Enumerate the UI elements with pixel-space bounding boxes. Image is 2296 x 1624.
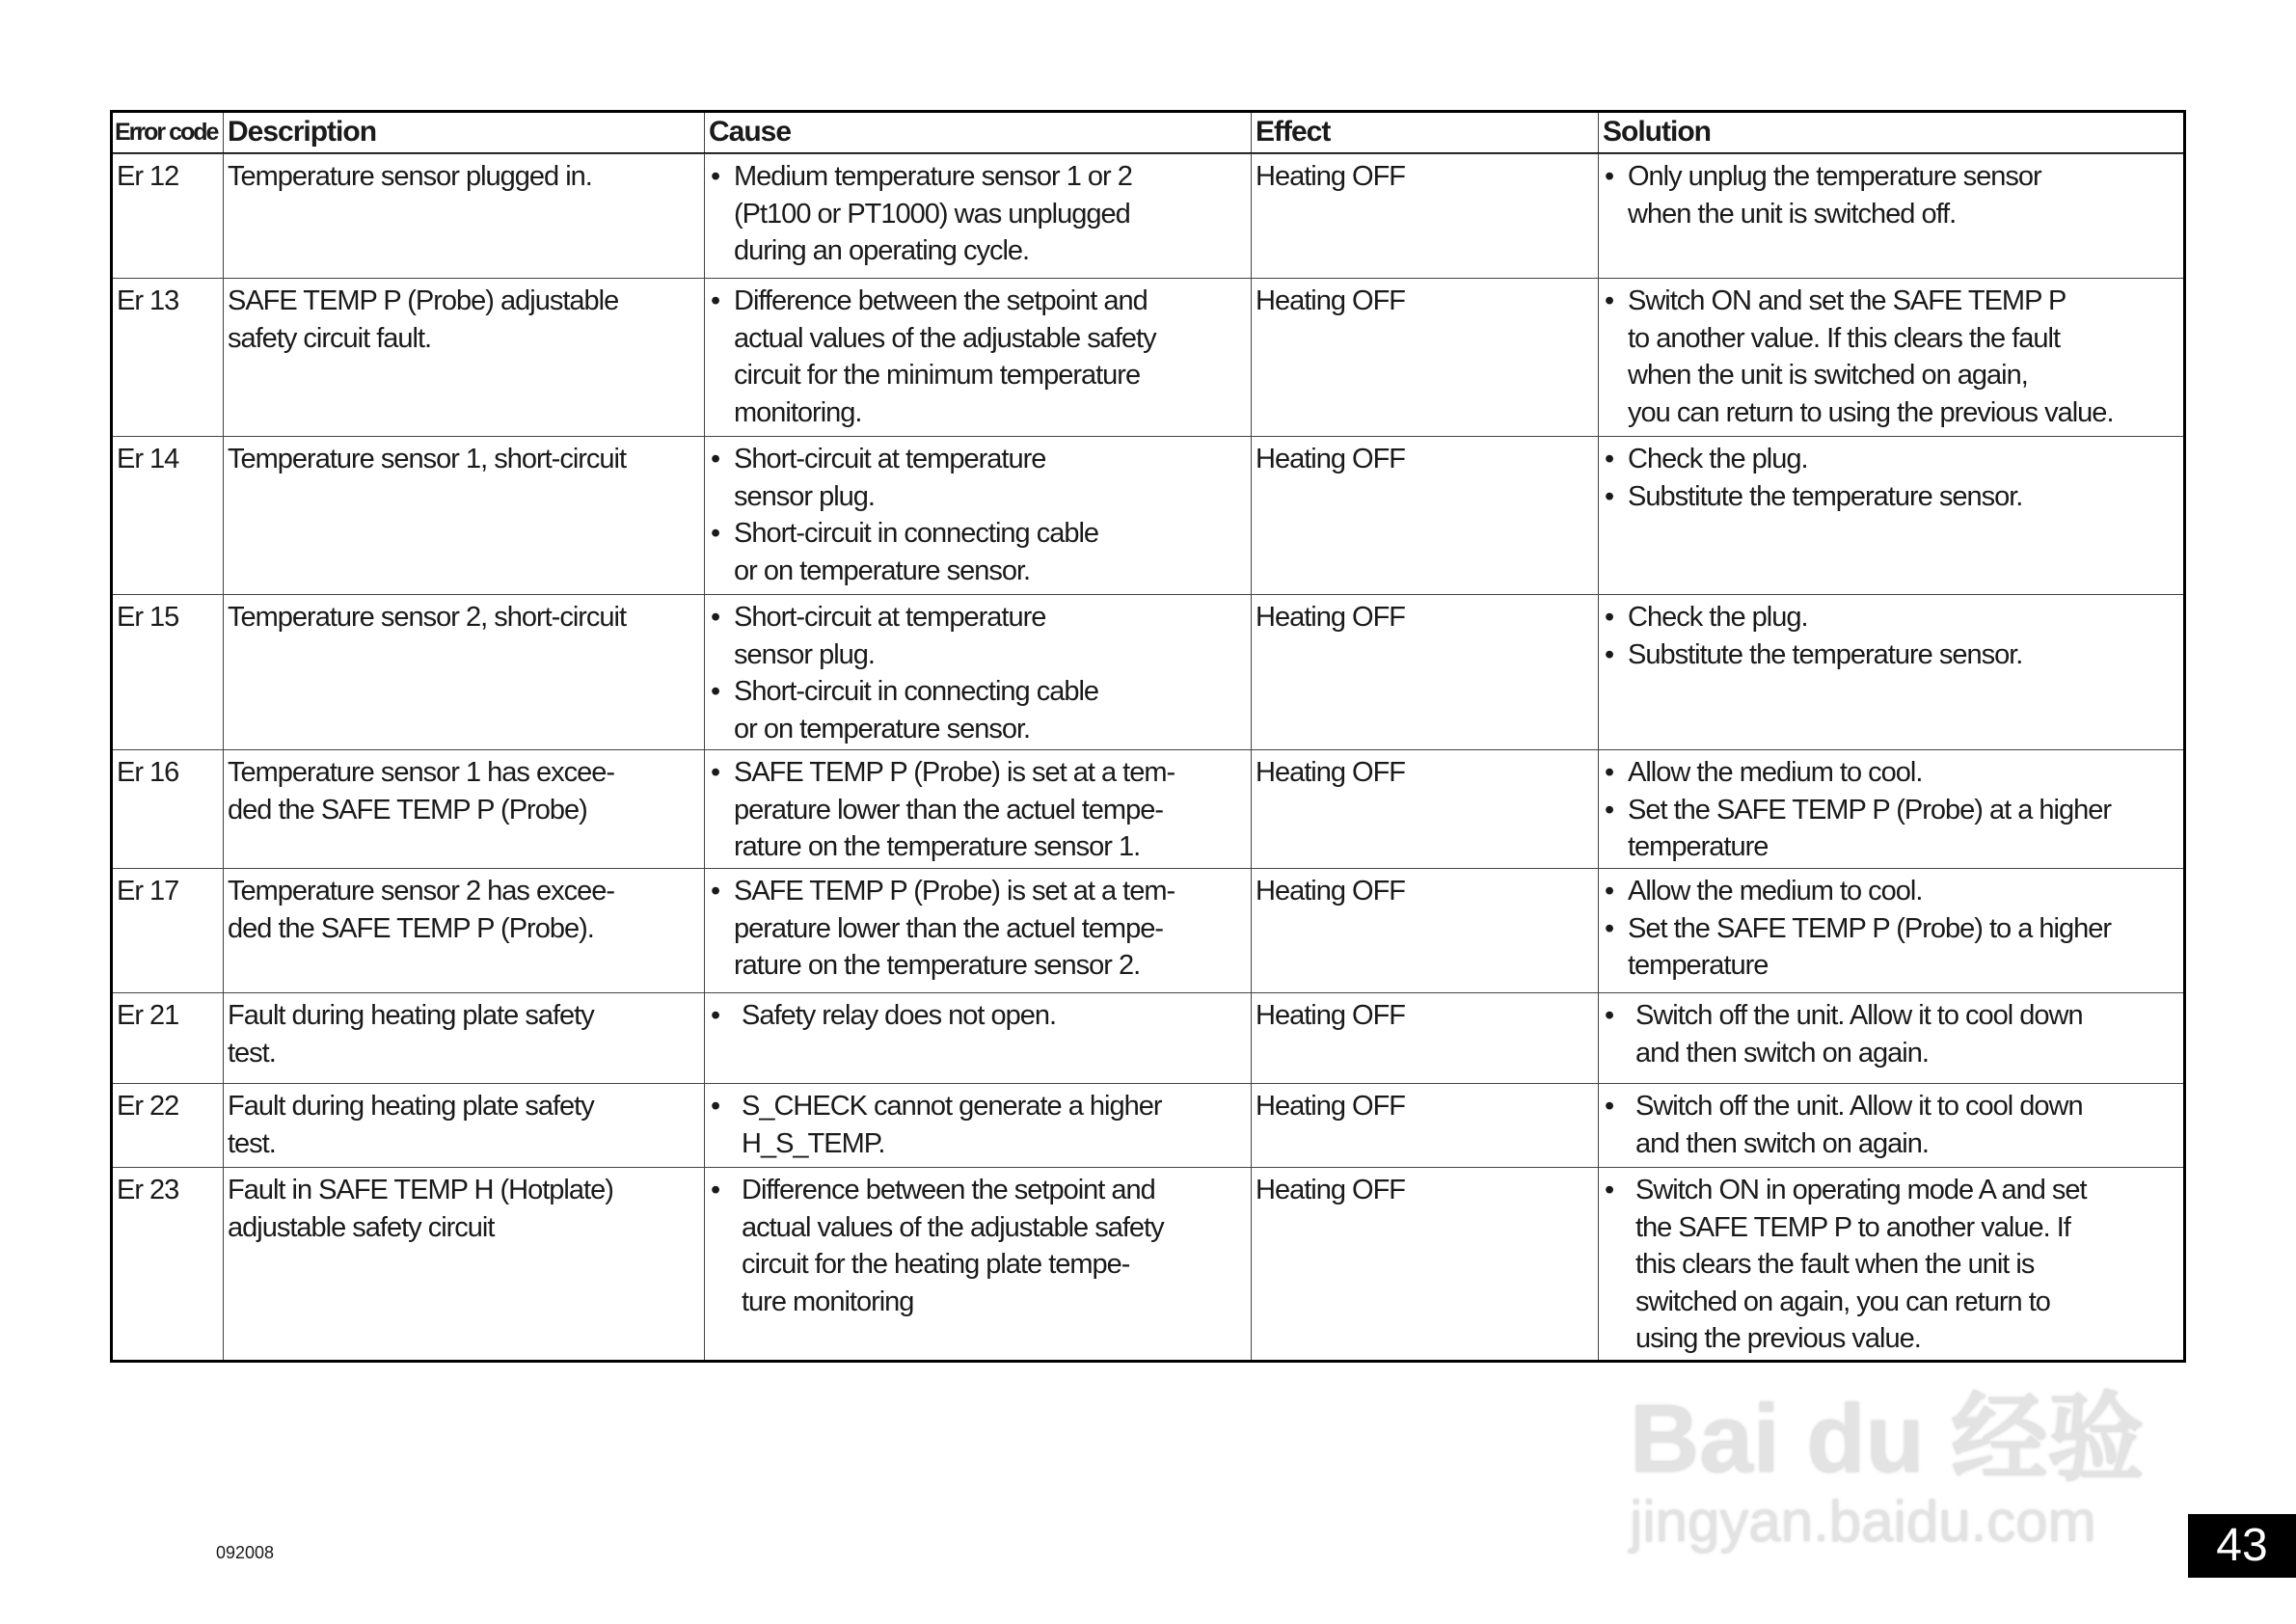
description-cell: Fault in SAFE TEMP H (Hotplate) adjustable safety circuit — [223, 1168, 704, 1360]
table-row — [113, 1167, 2183, 1360]
solution-cell — [1598, 437, 2186, 594]
solution-cell — [1598, 869, 2186, 992]
description-cell: Temperature sensor 1, short-circuit — [223, 437, 704, 594]
cause-bullet: • Safety relay does not open. — [709, 997, 1247, 1035]
description-cell: Fault during heating plate safety test. — [223, 1084, 704, 1167]
solution-cell — [1598, 750, 2186, 868]
effect-cell: Heating OFF — [1251, 437, 1598, 594]
error-code-cell: Er 15 — [117, 602, 179, 633]
table-row — [113, 1083, 2183, 1167]
error-code-cell: Er 12 — [117, 161, 179, 192]
solution-cell — [1598, 595, 2186, 749]
header-cause: Cause — [704, 113, 1251, 152]
cause-bullet: • SAFE TEMP P (Probe) is set at a tem- perature lower than the actuel tempe- rature on the temperature sensor 1. — [709, 754, 1247, 866]
table-row — [113, 153, 2183, 278]
description-cell: Temperature sensor 2, short-circuit — [223, 595, 704, 749]
table-row — [113, 868, 2183, 992]
page-number: 43 — [2188, 1514, 2296, 1578]
watermark-brand: Bai du 经验 — [1630, 1385, 2145, 1493]
solution-bullet: • Check the plug. — [1603, 599, 2182, 636]
solution-bullet: • Allow the medium to cool. — [1603, 873, 2182, 910]
description-cell: Fault during heating plate safety test. — [223, 993, 704, 1083]
description-cell: Temperature sensor 2 has excee- ded the SAFE TEMP P (Probe). — [223, 869, 704, 992]
cause-cell — [704, 154, 1251, 278]
cause-bullet: • Difference between the setpoint and actual values of the adjustable safety circuit for the heating plate tempe- ture monitoring — [709, 1172, 1247, 1320]
table-row — [113, 436, 2183, 594]
solution-cell — [1598, 279, 2186, 436]
effect-cell: Heating OFF — [1251, 750, 1598, 868]
effect-cell: Heating OFF — [1251, 1168, 1598, 1360]
effect-cell: Heating OFF — [1251, 869, 1598, 992]
description-cell: Temperature sensor plugged in. — [223, 154, 704, 278]
error-code-cell: Er 22 — [117, 1091, 179, 1122]
solution-bullet: • Allow the medium to cool. — [1603, 754, 2182, 792]
header-description: Description — [223, 113, 704, 152]
description-cell: Temperature sensor 1 has excee- ded the SAFE TEMP P (Probe) — [223, 750, 704, 868]
cause-cell — [704, 595, 1251, 749]
solution-bullet: • Switch off the unit. Allow it to cool down and then switch on again. — [1603, 1088, 2182, 1162]
cause-cell — [704, 1084, 1251, 1167]
description-cell: SAFE TEMP P (Probe) adjustable safety circuit fault. — [223, 279, 704, 436]
cause-cell — [704, 1168, 1251, 1360]
error-code-cell: Er 23 — [117, 1175, 179, 1205]
header-effect: Effect — [1251, 113, 1598, 152]
solution-cell — [1598, 993, 2186, 1083]
solution-bullet: • Switch ON in operating mode A and set the SAFE TEMP P to another value. If this clears the fault when the unit is switched on again, you can return to using the previous value. — [1603, 1172, 2182, 1358]
table-row — [113, 992, 2183, 1083]
solution-bullet: • Substitute the temperature sensor. — [1603, 636, 2182, 674]
table-row — [113, 594, 2183, 749]
solution-cell — [1598, 1084, 2186, 1167]
solution-bullet: • Check the plug. — [1603, 441, 2182, 478]
error-code-cell: Er 17 — [117, 876, 179, 907]
document-code: 092008 — [216, 1543, 275, 1562]
cause-bullet: • Short-circuit at temperature sensor plug. — [709, 599, 1247, 673]
effect-cell: Heating OFF — [1251, 1084, 1598, 1167]
error-code-cell: Er 16 — [117, 757, 179, 788]
solution-cell — [1598, 154, 2186, 278]
effect-cell: Heating OFF — [1251, 595, 1598, 749]
solution-bullet: • Switch ON and set the SAFE TEMP P to another value. If this clears the fault when the unit is switched on again, you can return to using the previous value. — [1603, 283, 2182, 431]
cause-cell — [704, 750, 1251, 868]
table-header-row — [113, 113, 2183, 153]
cause-bullet: • S_CHECK cannot generate a higher H_S_TEMP. — [709, 1088, 1247, 1162]
effect-cell: Heating OFF — [1251, 154, 1598, 278]
cause-bullet: • Short-circuit at temperature sensor plug. — [709, 441, 1247, 515]
cause-bullet: • SAFE TEMP P (Probe) is set at a tem- perature lower than the actuel tempe- rature on the temperature sensor 2. — [709, 873, 1247, 985]
cause-cell — [704, 869, 1251, 992]
solution-bullet: • Only unplug the temperature sensor when the unit is switched off. — [1603, 158, 2182, 232]
error-code-cell: Er 14 — [117, 444, 179, 474]
cause-cell — [704, 993, 1251, 1083]
header-solution: Solution — [1598, 113, 2186, 152]
solution-bullet: • Switch off the unit. Allow it to cool down and then switch on again. — [1603, 997, 2182, 1071]
effect-cell: Heating OFF — [1251, 279, 1598, 436]
table-row — [113, 749, 2183, 868]
error-code-cell: Er 13 — [117, 285, 179, 316]
effect-cell: Heating OFF — [1251, 993, 1598, 1083]
solution-bullet: • Set the SAFE TEMP P (Probe) to a higher temperature — [1603, 910, 2182, 985]
watermark-url: jingyan.baidu.com — [1630, 1489, 2096, 1554]
cause-bullet: • Short-circuit in connecting cable or on temperature sensor. — [709, 515, 1247, 589]
table-row — [113, 278, 2183, 436]
watermark — [1630, 1385, 2179, 1554]
error-code-table — [110, 110, 2186, 1363]
error-code-cell: Er 21 — [117, 1000, 179, 1031]
cause-bullet: • Short-circuit in connecting cable or on temperature sensor. — [709, 673, 1247, 747]
cause-cell — [704, 437, 1251, 594]
cause-cell — [704, 279, 1251, 436]
cause-bullet: • Difference between the setpoint and actual values of the adjustable safety circuit for the minimum temperature monitoring. — [709, 283, 1247, 431]
solution-cell — [1598, 1168, 2186, 1360]
solution-bullet: • Set the SAFE TEMP P (Probe) at a higher temperature — [1603, 792, 2182, 866]
cause-bullet: • Medium temperature sensor 1 or 2 (Pt100 or PT1000) was unplugged during an operating cycle. — [709, 158, 1247, 270]
solution-bullet: • Substitute the temperature sensor. — [1603, 478, 2182, 516]
header-error-code: Error code — [115, 119, 218, 146]
